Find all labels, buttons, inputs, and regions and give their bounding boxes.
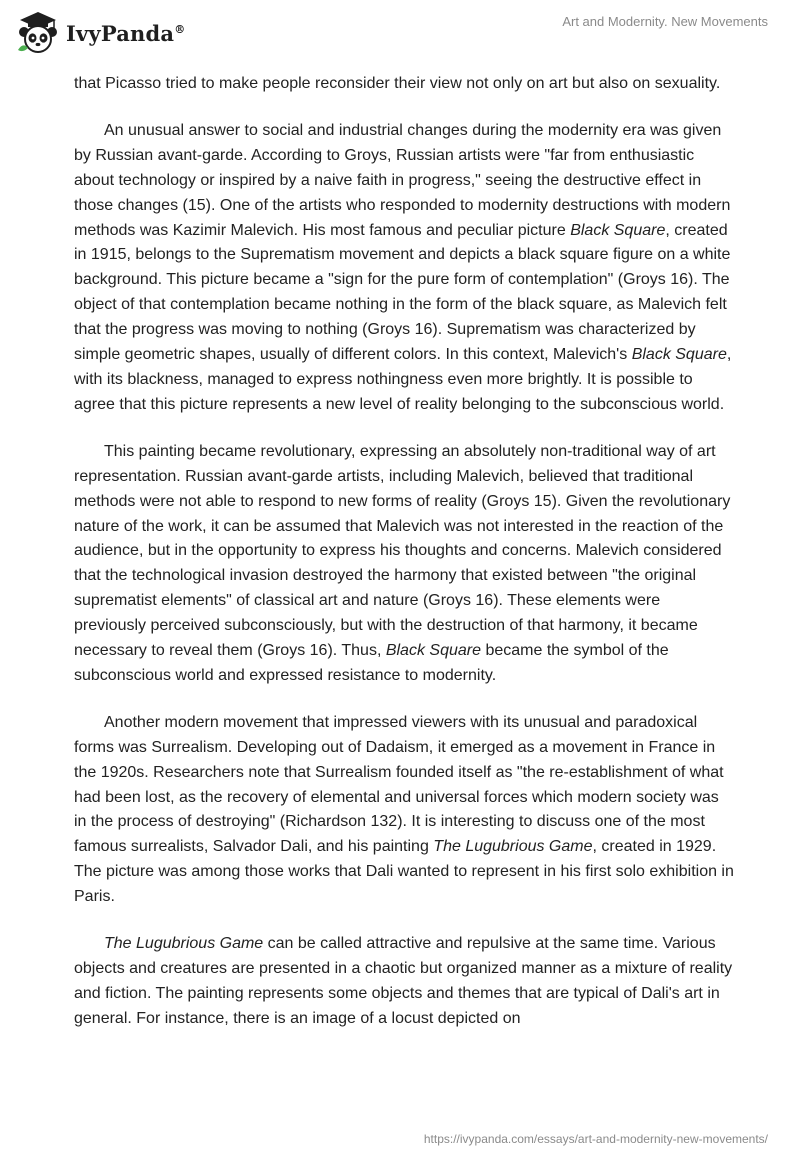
essay-body	[74, 72, 734, 1054]
text-run: became the symbol of the subconscious world and expressed resistance to modernity.	[74, 642, 669, 684]
italic-title: Black Square	[631, 346, 727, 364]
source-url[interactable]: https://ivypanda.com/essays/art-and-modernity-new-movements/	[423, 1132, 768, 1146]
panda-graduate-icon	[14, 6, 62, 61]
site-logo[interactable]	[14, 6, 185, 61]
text-run: , created in 1929. The picture was among those works that Dali wanted to represent in his first solo exhibition in Paris.	[74, 838, 734, 906]
document-title: Art and Modernity. New Movements	[562, 14, 768, 29]
text-run: Another modern movement that impressed viewers with its unusual and paradoxical forms was Surrealism. Developing out of Dadaism, it emerged as a movement in France in the 1920s. Researchers note that Surrealism founded itself as "the re-establishment of what had been lost, as the recovery of elemental and universal forces which modern society was in the process of destroying" (Richardson 132). It is interesting to discuss one of the most famous surrealists, Salvador Dali, and his painting	[74, 713, 724, 856]
italic-title: Black Square	[385, 642, 481, 660]
paragraph	[74, 440, 734, 689]
text-run: , created in 1915, belongs to the Suprematism movement and depicts a black square figure on a white background. This picture became a "sign for the pure form of contemplation" (Groys 16). The object of that contemplation became nothing in the form of the black square, as Malevich felt that the progress was moving to nothing (Groys 16). Suprematism was characterized by simple geometric shapes, usually of different colors. In this context, Malevich's	[74, 221, 731, 364]
page-header	[0, 0, 800, 70]
paragraph	[74, 72, 734, 97]
paragraph	[74, 119, 734, 418]
italic-title: The Lugubrious Game	[433, 838, 593, 856]
paragraph	[74, 711, 734, 910]
italic-title: Black Square	[570, 221, 666, 239]
italic-title: The Lugubrious Game	[104, 935, 264, 953]
paragraph	[74, 932, 734, 1032]
text-run: can be called attractive and repulsive at the same time. Various objects and creatures are presented in a chaotic but organized manner as a mixture of reality and fiction. The painting represents some objects and themes that are typical of Dali's art in general. For instance, there is an image of a locust depicted on	[74, 935, 733, 1027]
text-run: An unusual answer to social and industrial changes during the modernity era was given by Russian avant-garde. According to Groys, Russian artists were "far from enthusiastic about technology or inspired by a naive faith in progress," seeing the destructive effect in those changes (15). One of the artists who responded to modernity destructions with modern methods was Kazimir Malevich. His most famous and peculiar picture	[74, 121, 731, 239]
logo-text: IvyPanda®	[66, 21, 186, 46]
text-run: This painting became revolutionary, expressing an absolutely non-traditional way of art representation. Russian avant-garde artists, including Malevich, believed that traditional methods were not able to respond to new forms of reality (Groys 15). Given the revolutionary nature of the work, it can be assumed that Malevich was not interested in the reaction of the audience, but in the opportunity to express his thoughts and concerns. Malevich considered that the technological invasion destroyed the harmony that existed between "the original suprematist elements" of classical art and nature (Groys 16). These elements were previously perceived subconsciously, but with the destruction of that harmony, it became necessary to reveal them (Groys 16). Thus,	[74, 442, 731, 660]
text-run: , with its blackness, managed to express nothingness even more brightly. It is possible to agree that this picture represents a new level of reality belonging to the subconscious world.	[74, 346, 732, 413]
text-run: that Picasso tried to make people reconsider their view not only on art but also on sexuality.	[74, 75, 721, 92]
